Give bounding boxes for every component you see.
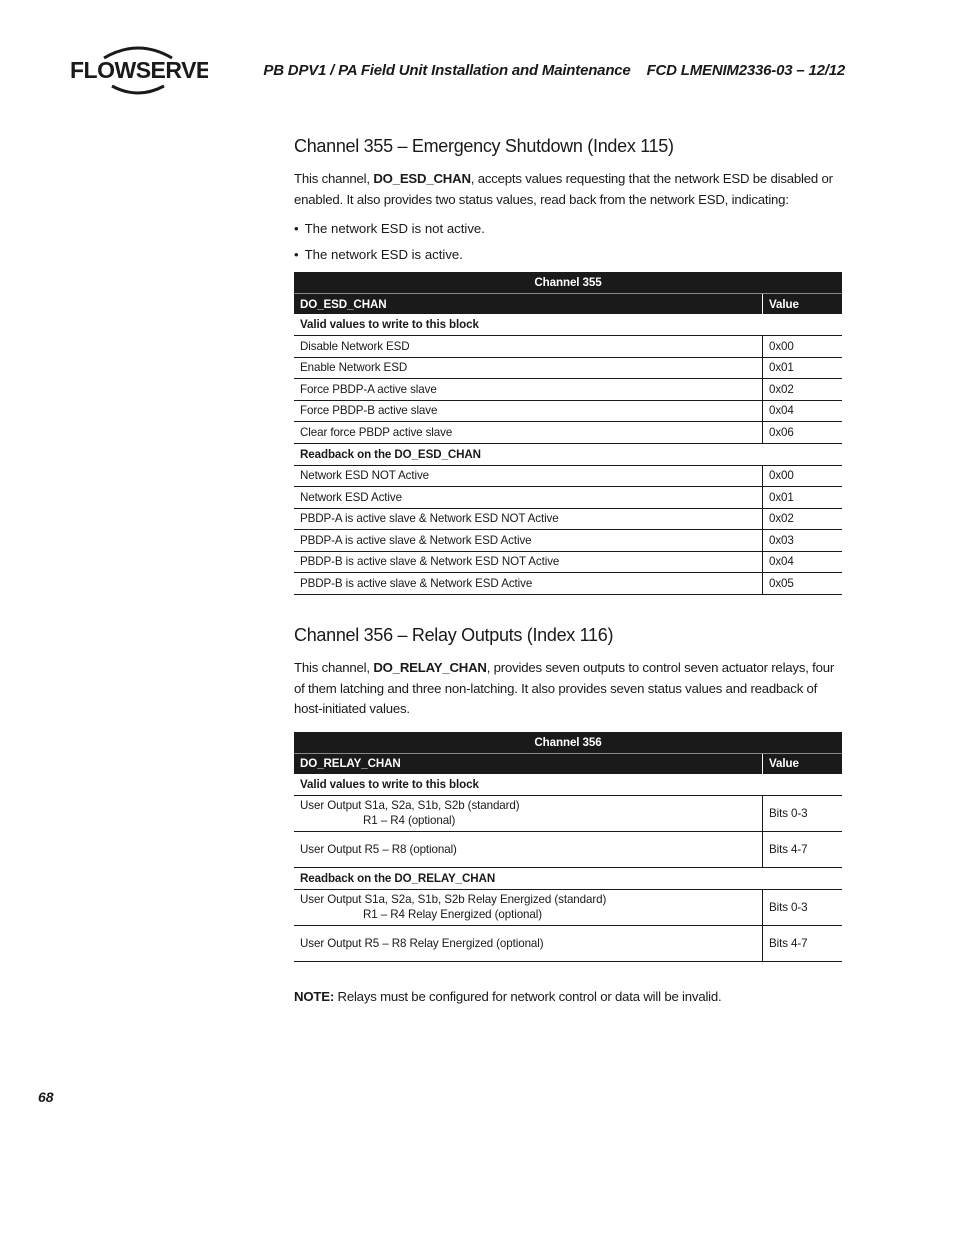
bullet-item: • The network ESD is active. bbox=[294, 246, 842, 264]
section-heading: Channel 355 – Emergency Shutdown (Index 115) bbox=[294, 136, 674, 156]
column-header-name: DO_ESD_CHAN bbox=[294, 294, 763, 315]
table-title: Channel 355 bbox=[294, 272, 842, 294]
table-group-heading: Valid values to write to this block bbox=[294, 774, 842, 796]
logo-text: FLOWSERVE bbox=[70, 57, 208, 83]
table-row: Disable Network ESD 0x00 bbox=[294, 336, 842, 358]
document-code: FCD LMENIM2336-03 – 12/12 bbox=[646, 62, 845, 79]
document-header bbox=[263, 62, 845, 79]
note-text: Relays must be configured for network control or data will be invalid. bbox=[334, 989, 722, 1004]
channel-356-table bbox=[294, 732, 842, 962]
bullet-item: • The network ESD is not active. bbox=[294, 220, 842, 238]
table-row: Force PBDP-B active slave 0x04 bbox=[294, 400, 842, 422]
column-header-value: Value bbox=[763, 294, 843, 315]
table-group-heading: Valid values to write to this block bbox=[294, 314, 842, 336]
table-row: PBDP-A is active slave & Network ESD Active 0x03 bbox=[294, 530, 842, 552]
column-header-value: Value bbox=[763, 753, 843, 774]
table-group-heading: Readback on the DO_RELAY_CHAN bbox=[294, 867, 842, 889]
note-label: NOTE: bbox=[294, 989, 335, 1004]
table-row: Network ESD NOT Active 0x00 bbox=[294, 465, 842, 487]
section-intro: This channel, DO_RELAY_CHAN, provides seven outputs to control seven actuator relays, four of them latching and three non-latching. It also provides seven status values and readback of host-initiated values. bbox=[294, 660, 835, 716]
note bbox=[294, 989, 722, 1004]
table-row: PBDP-B is active slave & Network ESD NOT Active 0x04 bbox=[294, 551, 842, 573]
table-group-heading: Readback on the DO_ESD_CHAN bbox=[294, 443, 842, 465]
table-row: PBDP-B is active slave & Network ESD Active 0x05 bbox=[294, 573, 842, 595]
table-row: User Output S1a, S2a, S1b, S2b Relay Energized (standard) R1 – R4 Relay Energized (optional) Bits 0-3 bbox=[294, 889, 842, 925]
section-intro: This channel, DO_ESD_CHAN, accepts values requesting that the network ESD be disabled or enabled. It also provides two status values, read back from the network ESD, indicating: bbox=[294, 171, 833, 207]
section-heading: Channel 356 – Relay Outputs (Index 116) bbox=[294, 625, 614, 645]
table-row: User Output S1a, S2a, S1b, S2b (standard) R1 – R4 (optional) Bits 0-3 bbox=[294, 795, 842, 831]
table-title: Channel 356 bbox=[294, 732, 842, 754]
table-row: Enable Network ESD 0x01 bbox=[294, 357, 842, 379]
column-header-name: DO_RELAY_CHAN bbox=[294, 753, 763, 774]
table-row: Clear force PBDP active slave 0x06 bbox=[294, 422, 842, 444]
table-row: PBDP-A is active slave & Network ESD NOT Active 0x02 bbox=[294, 508, 842, 530]
table-row: User Output R5 – R8 Relay Energized (optional) Bits 4-7 bbox=[294, 925, 842, 961]
section-channel-356 bbox=[294, 625, 842, 962]
page-number: 68 bbox=[38, 1089, 54, 1105]
channel-355-table bbox=[294, 272, 842, 595]
table-row: Force PBDP-A active slave 0x02 bbox=[294, 379, 842, 401]
table-row: Network ESD Active 0x01 bbox=[294, 487, 842, 509]
table-row: User Output R5 – R8 (optional) Bits 4-7 bbox=[294, 831, 842, 867]
document-title: PB DPV1 / PA Field Unit Installation and Maintenance bbox=[263, 62, 631, 79]
flowserve-logo bbox=[68, 40, 208, 100]
section-channel-355 bbox=[294, 136, 842, 595]
status-bullet-list bbox=[294, 220, 842, 264]
